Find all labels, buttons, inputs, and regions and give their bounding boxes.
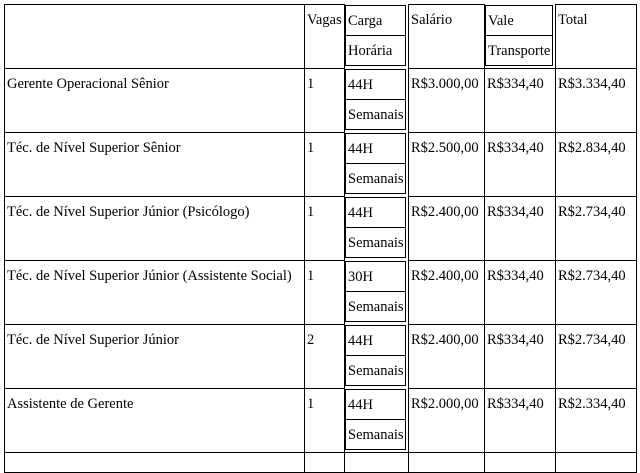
- cell-vagas: 1: [305, 197, 345, 261]
- cell-salario: R$2.400,00: [409, 197, 485, 261]
- cell-carga-line2: Semanais: [345, 163, 406, 194]
- cell-salario: R$2.400,00: [409, 325, 485, 389]
- table-body: [5, 5, 637, 473]
- cell-carga: [345, 197, 409, 261]
- table-row: [5, 133, 637, 197]
- cell-carga-line2: Semanais: [345, 227, 406, 258]
- table-row: [5, 325, 637, 389]
- table-row: [5, 69, 637, 133]
- cell-carga: [345, 261, 409, 325]
- cell-carga-line1: 44H: [345, 133, 406, 164]
- header-vagas: Vagas: [305, 5, 345, 69]
- header-vale-line1: Vale: [485, 5, 553, 36]
- cell-empty: [305, 453, 345, 473]
- cell-total: R$2.734,40: [556, 197, 637, 261]
- cell-total: R$3.334,40: [556, 69, 637, 133]
- cell-empty: [556, 453, 637, 473]
- cell-carga: [345, 69, 409, 133]
- cell-salario: R$3.000,00: [409, 69, 485, 133]
- cell-empty: [485, 453, 556, 473]
- cell-vagas: 1: [305, 133, 345, 197]
- cell-empty: [345, 453, 409, 473]
- cell-carga-line1: 44H: [345, 389, 406, 420]
- table-row: [5, 261, 637, 325]
- cell-carga-line2: Semanais: [345, 291, 406, 322]
- cell-carga: [345, 325, 409, 389]
- vacancies-table: [4, 4, 637, 473]
- cell-cargo: Assistente de Gerente: [5, 389, 305, 453]
- cell-carga: [345, 389, 409, 453]
- cell-vale: R$334,40: [485, 133, 556, 197]
- cell-vagas: 1: [305, 69, 345, 133]
- cell-total: R$2.334,40: [556, 389, 637, 453]
- cell-carga-line1: 30H: [345, 261, 406, 292]
- cell-empty: [5, 453, 305, 473]
- cell-carga-line2: Semanais: [345, 419, 406, 450]
- table-row: [5, 389, 637, 453]
- header-row: [5, 5, 637, 69]
- cell-carga: [345, 133, 409, 197]
- header-vale-line2: Transporte: [485, 35, 553, 66]
- cell-cargo: Téc. de Nível Superior Júnior (Assistente Social): [5, 261, 305, 325]
- cell-cargo: Téc. de Nível Superior Júnior (Psicólogo): [5, 197, 305, 261]
- cell-total: R$2.834,40: [556, 133, 637, 197]
- cell-vale: R$334,40: [485, 261, 556, 325]
- cell-salario: R$2.400,00: [409, 261, 485, 325]
- cell-carga-line2: Semanais: [345, 355, 406, 386]
- header-carga: [345, 5, 409, 69]
- cell-vagas: 2: [305, 325, 345, 389]
- cell-cargo: Gerente Operacional Sênior: [5, 69, 305, 133]
- cell-vale: R$334,40: [485, 69, 556, 133]
- cell-salario: R$2.000,00: [409, 389, 485, 453]
- table-row-partial: [5, 453, 637, 473]
- cell-empty: [409, 453, 485, 473]
- header-carga-line2: Horária: [345, 35, 406, 66]
- cell-total: R$2.734,40: [556, 261, 637, 325]
- cell-cargo: Téc. de Nível Superior Sênior: [5, 133, 305, 197]
- header-total: Total: [556, 5, 637, 69]
- cell-total: R$2.734,40: [556, 325, 637, 389]
- table-row: [5, 197, 637, 261]
- cell-carga-line1: 44H: [345, 325, 406, 356]
- cell-vagas: 1: [305, 261, 345, 325]
- cell-carga-line1: 44H: [345, 69, 406, 100]
- header-vale: [485, 5, 556, 69]
- header-carga-line1: Carga: [345, 5, 406, 36]
- cell-vale: R$334,40: [485, 197, 556, 261]
- cell-vale: R$334,40: [485, 389, 556, 453]
- cell-vagas: 1: [305, 389, 345, 453]
- cell-cargo: Téc. de Nível Superior Júnior: [5, 325, 305, 389]
- cell-vale: R$334,40: [485, 325, 556, 389]
- header-cargo: [5, 5, 305, 69]
- cell-salario: R$2.500,00: [409, 133, 485, 197]
- cell-carga-line1: 44H: [345, 197, 406, 228]
- cell-carga-line2: Semanais: [345, 99, 406, 130]
- header-salario: Salário: [409, 5, 485, 69]
